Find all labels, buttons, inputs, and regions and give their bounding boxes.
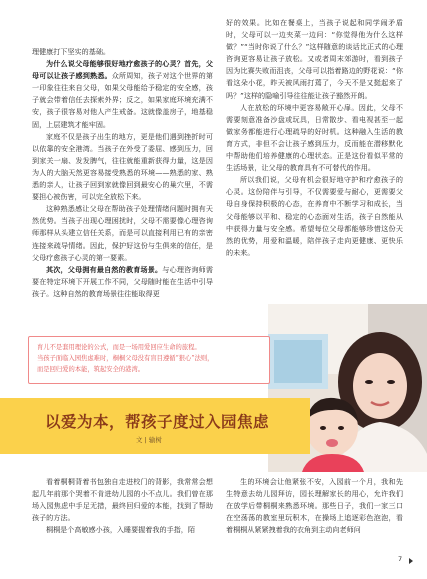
paragraph: 理健康打下坚实的基础。 [32,47,111,56]
paragraph: 所以我们说，父母有机会很好地守护和疗愈孩子的心灵。这份陪伴与引导，不仅需要爱与耐心，更需要父母自身保持积极的心态，在养育中不断学习和成长，当父母能够以平和、稳定的心态面对生活，孩子自然能从中获得力量与安全感。希望每位父母都能够珍惜这份天然的优势，用爱和温暖，陪伴孩子走向更健康、更快乐的未来。 [226,175,403,257]
paragraph-text: 众所周知，孩子对这个世界的第一印象往往来自父母，如果父母能给予稳定的安全感，孩子就会带着信任去探索外界；反之，如果家庭环境充满不安，孩子很容易对他人产生戒备。这就像盖房子，地基稳固，上层建筑才能牢固。 [32,71,214,129]
bottom-right-text-column [226,476,403,536]
paragraph: 这种熟悉感让父母在帮助孩子处理情绪问题时拥有天然优势。当孩子出现心理困扰时，父母不需要像心理咨询师那样从头建立信任关系，而是可以直接利用已有的亲密连接来疏导情绪。因此，保护好这份与生俱来的信任，是父母疗愈孩子心灵的第一要素。 [32,204,213,262]
paragraph-text: 与心理咨询师需要在特定环境下开展工作不同，父母随时能在生活中引导孩子。这种自然的教育场景往往能取得更 [32,264,214,298]
paragraph: 看着桐桐背着书包独自走进校门的背影，我常常会想起几年前那个哭着不肯进幼儿园的小不点儿。我们曾在那场入园焦虑中手足无措，最终回归爱的本能，找到了帮助孩子的方法。 [32,477,213,523]
paragraph: 人在放松的环境中更容易敞开心扉。因此，父母不需要刻意准备沙盘或玩具，日常散步、看电视甚至一起做家务都能进行心理疏导的好时机。这种融入生活的教育方式，非但不会让孩子感到压力，反而能在潜移默化中帮助他们培养健康的心理状态。正是这份看似平常的生活场景，让父母的教育具有不可替代的作用。 [226,102,403,173]
article-byline: 文 | 输树 [136,436,162,444]
paragraph: 好的效果。比如在餐桌上，当孩子说起和同学闹矛盾时，父母可以一边夹菜一边问：“你觉得他为什么这样做？”“当时你说了什么？”这样随意的谈话比正式的心理咨询更容易让孩子放松。又或者周末郊游时，看到孩子因为比赛失败而沮丧，父母可以指着路边的野花说：“你看这朵小花，昨天被风雨打蔫了，今天不是又挺起来了吗？”这样的隐喻引导往往能让孩子豁然开朗。 [226,18,403,100]
bold-lead: 其次，父母拥有最自然的教育场景。 [46,264,163,274]
bold-lead: 为什么说父母能够很好地疗愈孩子的心灵？首先，父母可以让孩子感到熟悉。 [32,59,213,81]
right-text-column [226,17,403,259]
quote-line: 而是回归爱的本能，筑起安全的港湾。 [37,366,145,373]
pull-quote-box [28,336,270,384]
paragraph [32,264,213,300]
paragraph [32,58,213,131]
left-text-column [32,46,213,300]
bottom-left-text-column [32,476,213,536]
quote-line: 当孩子面临入园焦虑难时，桐桐父母没有盲目遵循“狠心”法则， [37,355,214,362]
page-number: 7 [398,555,403,563]
continue-arrow-icon [409,558,413,564]
paragraph: 生的环境会让他紧张不安，入园前一个月，我和先生特意去幼儿园拜访，园长理解家长的用心，允许我们在放学后带桐桐来熟悉环境。那些日子，我们一家三口在空荡荡的教室里玩积木，在操场上追逐彩色泡泡，看着桐桐从紧紧拽着我的衣角到主动向老师问 [226,477,403,535]
quote-line: 育儿不是套用理论的公式，而是一场用爱回应生命的旅程。 [37,344,201,351]
article-title: 以爱为本，帮孩子度过入园焦虑 [45,412,270,431]
paragraph: 家庭不仅是孩子出生的地方，更是他们遇到挫折时可以依靠的安全港湾。当孩子在外受了委屈、感到压力，回到家关一扇、发发脾气，往往就能重新获得力量，这是因为人的大脑天然更容易接受熟悉的环境——熟悉的家、熟悉的亲人，让孩子回到家就像回到最安心的巢穴里，不需要担心被伤害，可以完全放松下来。 [32,131,213,202]
paragraph: 桐桐是个高敏感小孩，入睡要握着我的手指，陌 [46,525,195,535]
